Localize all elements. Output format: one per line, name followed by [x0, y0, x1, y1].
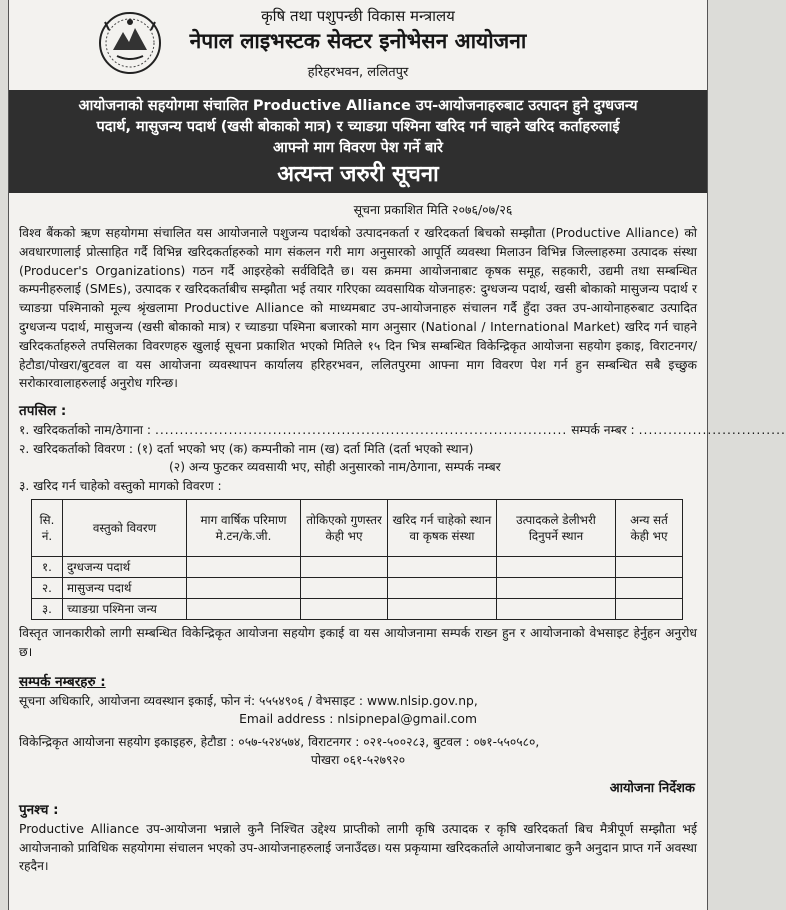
- row-item: दुग्धजन्य पदार्थ: [63, 557, 187, 578]
- row-cell[interactable]: [388, 557, 497, 578]
- banner-line-2: पदार्थ, मासुजन्य पदार्थ (खसी बोकाको मात्र) र च्याङग्रा पश्मिना खरिद गर्न चाहने खरिद कर्ताहरुलाई: [96, 119, 620, 135]
- row-cell[interactable]: [301, 599, 388, 620]
- project-name: नेपाल लाइभस्टक सेक्टर इनोभेसन आयोजना: [189, 29, 527, 53]
- row-sn: २.: [32, 578, 63, 599]
- row-cell[interactable]: [616, 599, 683, 620]
- demand-table: [31, 499, 683, 620]
- row-cell[interactable]: [497, 599, 616, 620]
- contacts-title: सम्पर्क नम्बरहरु :: [19, 673, 106, 690]
- body-paragraph: विश्व बैंकको ऋण सहयोगमा संचालित यस आयोजनाले पशुजन्य पदार्थको उत्पादनकर्ता र खरिदकर्ता बिचको सम्झौता (Productive Alliance) को अवधारणालाई प्रोत्साहित गर्दै विभिन्न खरिदकर्ताहरुको माग संकलन गरी माग अनुसारको आपूर्ति व्यवस्था मिलाउन विभिन्न जिल्लाहरुमा उत्पादक संस्था (Producer's Organizations) गठन गर्दै आइरहेको सर्वविदितै छ। यस क्रममा आयोजनाबाट कृषक समूह, सहकारी, उद्यमी तथा सम्बन्धित कम्पनीहरुलाई (SMEs), उत्पादक र खरिदकर्ताबीच सम्झौता भई तयार गरिएका व्यवसायिक योजनाहरु: दुग्धजन्य पदार्थ, खसी बोकाको मासुजन्य पदार्थ र च्याङग्रा पश्मिनाको मूल्य श्रृंखलामा Productive Alliance को माध्यमबाट उप-आयोजनाहरु संचालन गर्दै हुँदा उक्त उप-आयोनाहरुबाट उत्पादित दुग्धजन्य पदार्थ, मासुजन्य (खसी बोकाको मात्र) र च्याङग्रा पश्मिना बजारको माग अनुसार (National / International Market) खरिद गर्न चाहने खरिदकर्ताहरुले तपसिलका विवरणहरु खुलाई सूचना प्रकाशित भएको मितिले १५ दिन भित्र सम्बन्धित विकेन्द्रिकृत आयोजना सहयोग इकाइ, विराटनगर/हेटौडा/पोखरा/बुटवल वा यस आयोजना व्यवस्थापन कार्यालय हरिहरभवन, ललितपुरमा आफ्ना माग विवरण पेश गर्न हुन सम्बन्धित सबै इच्छुक सरोकारवालाहरुलाई अनुरोध गरिन्छ।: [19, 226, 697, 391]
- buyer-name-label: १. खरिदकर्ताको नाम/ठेगाना :: [19, 423, 152, 438]
- header-quantity: माग वार्षिक परिमाण मे.टन/के.जी.: [187, 500, 301, 557]
- info-officer-contact: सूचना अधिकारि, आयोजना व्यवस्थान इकाई, फोन नं: ५५५४९०६ / वेभसाइट : www.nlsip.gov.np,: [19, 693, 478, 708]
- row-cell[interactable]: [497, 578, 616, 599]
- office-address: हरिहरभवन, ललितपुर: [307, 65, 409, 80]
- email-line: Email address : nlsipnepal@gmail.com: [239, 712, 477, 727]
- header-item: वस्तुको विवरण: [63, 500, 187, 557]
- buyer-name-line: [19, 421, 786, 440]
- notice-page: [8, 0, 786, 910]
- details-title: तपसिल :: [19, 403, 67, 420]
- header-quality: तोकिएको गुणस्तर केही भए: [301, 500, 388, 557]
- urgent-notice-title: अत्यन्त जरुरी सूचना: [277, 162, 439, 187]
- row-cell[interactable]: [616, 557, 683, 578]
- banner-line-1: आयोजनाको सहयोगमा संचालित Productive Alliance उप-आयोजनाहरुबाट उत्पादन हुने दुग्धजन्य: [78, 98, 638, 114]
- row-cell[interactable]: [187, 599, 301, 620]
- table-header-row: [32, 500, 683, 557]
- contact-line-3: विकेन्द्रिकृत आयोजना सहयोग इकाइहरु, हेटौडा : ०५७-५२४५७४, विराटनगर : ०२१-५००२८३, बुटवल : ०७१-५५०५८०,: [19, 734, 540, 749]
- row-cell[interactable]: [301, 578, 388, 599]
- ministry-name: कृषि तथा पशुपन्छी विकास मन्त्रालय: [261, 7, 455, 25]
- row-cell[interactable]: [388, 578, 497, 599]
- row-sn: १.: [32, 557, 63, 578]
- postscript-text: Productive Alliance उप-आयोजना भन्नाले कुनै निश्चित उद्देश्य प्राप्तीको लागी कृषि उत्पादक र कृषि खरिदकर्ता बिच मैत्रीपूर्ण सम्झौता भई आयोजनाको प्राविधिक सहयोगमा संचालन भएको उप-आयोजनाहरुलाई जनाउँदछ। यस प्रकृयामा खरिदकर्ताले आयोजनाबाट कुनै अनुदान प्राप्त गर्ने अवस्था रहदैन।: [19, 821, 697, 874]
- row-cell[interactable]: [616, 578, 683, 599]
- buyer-details-line-1: २. खरिदकर्ताको विवरण : (१) दर्ता भएको भए (क) कम्पनीको नाम (ख) दर्ता मिति (दर्ता भएको स्थान): [19, 441, 474, 456]
- row-cell[interactable]: [187, 578, 301, 599]
- table-row: [32, 557, 683, 578]
- header-delivery: उत्पादकले डेलीभरी दिनुपर्ने स्थान: [497, 500, 616, 557]
- contact-line-4: पोखरा ०६१-५२७९२०: [310, 753, 406, 768]
- row-cell[interactable]: [301, 557, 388, 578]
- contact-line-1: [19, 692, 697, 711]
- header-conditions: अन्य सर्त केही भए: [616, 500, 683, 557]
- banner-line-3: आफ्नो माग विवरण पेश गर्ने बारे: [273, 140, 443, 156]
- row-cell[interactable]: [187, 557, 301, 578]
- fill-dots: ....................................................................................: [154, 423, 568, 438]
- row-item: च्याङग्रा पश्मिना जन्य: [63, 599, 187, 620]
- signature-title: आयोजना निर्देशक: [609, 780, 695, 796]
- demand-details-label: ३. खरिद गर्न चाहेको वस्तुको मागको विवरण :: [19, 478, 222, 493]
- notice-banner: [9, 90, 707, 193]
- table-row: [32, 599, 683, 620]
- buyer-details-line-2: (२) अन्य फुटकर व्यवसायी भए, सोही अनुसारको नाम/ठेगाना, सम्पर्क नम्बर: [169, 460, 501, 475]
- table-row: [32, 578, 683, 599]
- postscript-title: पुनश्च :: [19, 801, 59, 818]
- header-location: खरिद गर्न चाहेको स्थान वा कृषक संस्था: [388, 500, 497, 557]
- header: [9, 0, 707, 90]
- more-info-text: विस्तृत जानकारीको लागी सम्बन्धित विकेन्द्रिकृत आयोजना सहयोग इकाई वा यस आयोजनामा सम्पर्क राख्न हुन र आयोजनाको वेभसाइट हेर्नुहन अनुरोध छ।: [19, 626, 697, 659]
- contact-number-label: सम्पर्क नम्बर :: [571, 423, 635, 438]
- header-sn: सि. नं.: [32, 500, 63, 557]
- row-sn: ३.: [32, 599, 63, 620]
- row-cell[interactable]: [388, 599, 497, 620]
- row-item: मासुजन्य पदार्थ: [63, 578, 187, 599]
- fill-dots: ..............................: [638, 423, 786, 438]
- publication-date: सूचना प्रकाशित मिति २०७६/०७/२६: [353, 202, 513, 217]
- row-cell[interactable]: [497, 557, 616, 578]
